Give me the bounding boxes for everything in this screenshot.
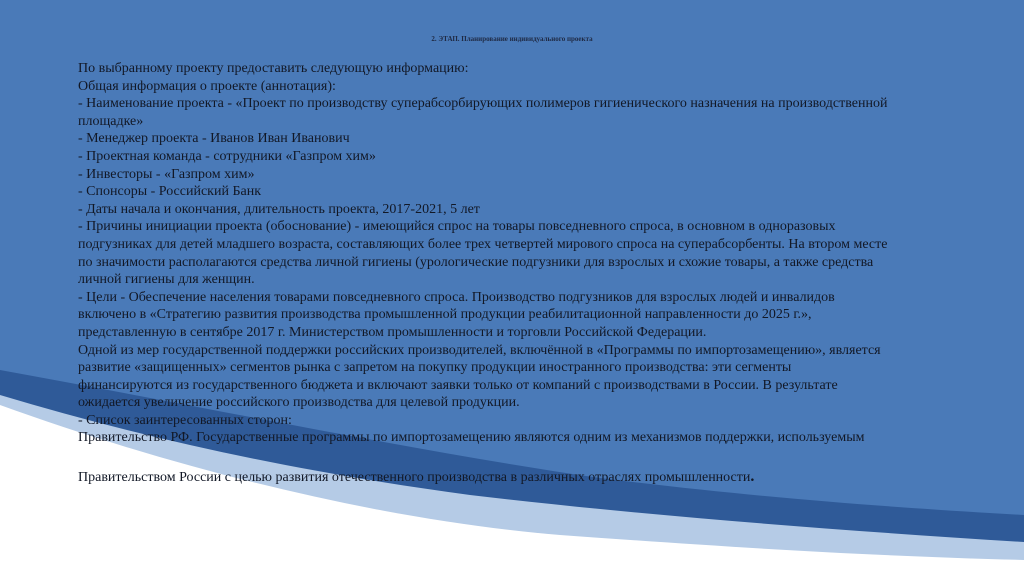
text-line: включено в «Стратегию развития производства промышленной продукции реабилитационной направленности до 2025 г.», bbox=[78, 307, 812, 323]
text-line: - Спонсоры - Российский Банк bbox=[78, 184, 262, 200]
text-line: - Даты начала и окончания, длительность проекта, 2017-2021, 5 лет bbox=[78, 201, 480, 217]
final-text: Правительством России с целью развития отечественного производства в различных отраслях промышленности bbox=[78, 470, 751, 485]
text-line: подгузниках для детей младшего возраста, составляющих более трех четвертей мирового спроса на суперабсорбенты. На втором месте bbox=[78, 236, 888, 252]
text-line: Общая информация о проекте (аннотация): bbox=[78, 78, 336, 94]
text-line: - Причины инициации проекта (обоснование) - имеющийся спрос на товары повседневного спроса, в основном в одноразовых bbox=[78, 219, 836, 235]
final-text-line bbox=[78, 468, 754, 487]
slide-title: 2. ЭТАП. Планирование индивидуального проекта bbox=[431, 35, 593, 43]
text-line: - Цели - Обеспечение населения товарами повседневного спроса. Производство подгузников для взрослых людей и инвалидов bbox=[78, 289, 835, 305]
text-line: финансируются из государственного бюджета и включают заявки только от компаний с производствами в России. В результате bbox=[78, 377, 838, 393]
text-line: Правительство РФ. Государственные программы по импортозамещению являются одним из механизмов поддержки, используемым bbox=[78, 430, 865, 446]
final-period: . bbox=[750, 468, 755, 485]
slide-body bbox=[78, 60, 958, 447]
text-line: - Список заинтересованных сторон: bbox=[78, 412, 292, 428]
text-line: площадке» bbox=[78, 113, 144, 129]
text-line: ожидается увеличение российского производства для целевой продукции. bbox=[78, 395, 520, 411]
text-line: По выбранному проекту предоставить следующую информацию: bbox=[78, 61, 469, 76]
text-line: Одной из мер государственной поддержки российских производителей, включённой в «Программы по импортозамещению», является bbox=[78, 342, 881, 358]
text-line: - Проектная команда - сотрудники «Газпром хим» bbox=[78, 148, 376, 164]
text-line: личной гигиены для женщин. bbox=[78, 272, 255, 288]
text-line: развитие «защищенных» сегментов рынка с запретом на покупку продукции иностранного производства: эти сегменты bbox=[78, 360, 792, 376]
text-line: - Менеджер проекта - Иванов Иван Иванович bbox=[78, 131, 350, 147]
text-line: представленную в сентябре 2017 г. Министерством промышленности и торговли Российской Федерации. bbox=[78, 324, 707, 340]
text-line: по значимости располагаются средства личной гигиены (урологические подгузники для взрослых и схожие товары, а также средства bbox=[78, 254, 874, 270]
text-line: - Наименование проекта - «Проект по производству суперабсорбирующих полимеров гигиенического назначения на производственной bbox=[78, 96, 888, 112]
text-line: - Инвесторы - «Газпром хим» bbox=[78, 166, 255, 182]
